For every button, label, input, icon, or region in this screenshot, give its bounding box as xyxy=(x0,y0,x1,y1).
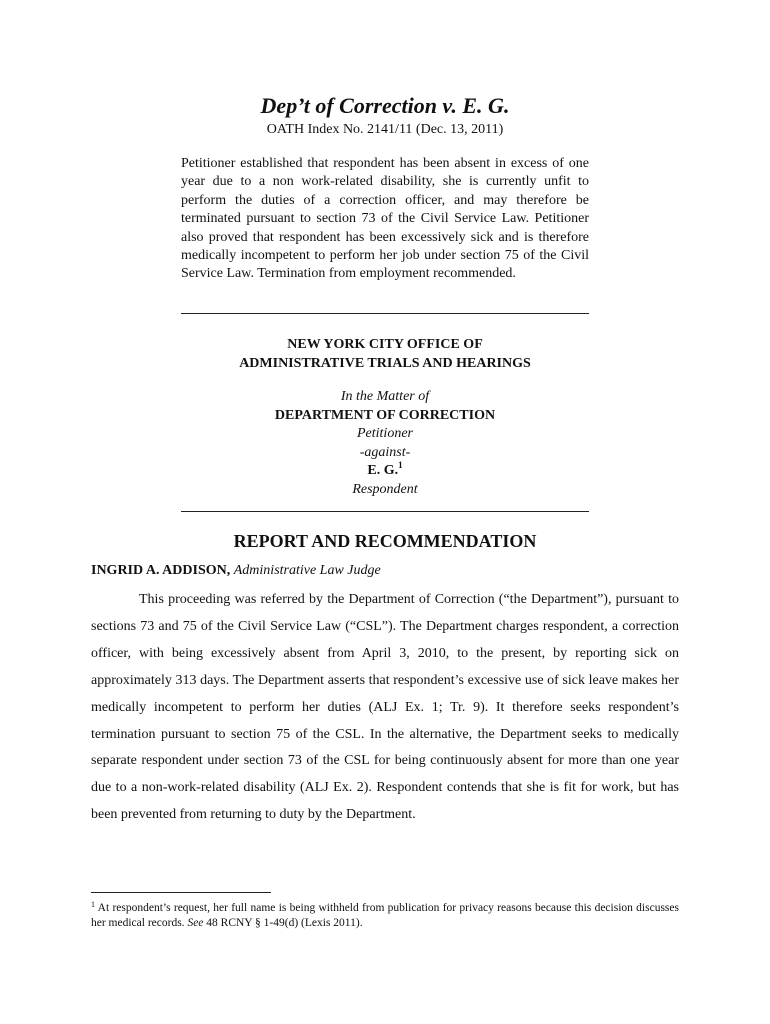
footnote-see: See xyxy=(187,917,204,929)
footnote-reference[interactable]: 1 xyxy=(398,460,403,470)
case-title: Dep’t of Correction v. E. G. xyxy=(260,93,510,118)
office-line-1: NEW YORK CITY OFFICE OF xyxy=(287,337,483,352)
case-citation: OATH Index No. 2141/11 (Dec. 13, 2011) xyxy=(266,122,504,137)
judge-name: INGRID A. ADDISON, xyxy=(91,563,231,578)
footnote xyxy=(91,901,679,931)
respondent-line xyxy=(0,462,770,481)
respondent-name: E. G. xyxy=(367,463,399,478)
body-paragraph: This proceeding was referred by the Department of Correction (“the Department”), pursuant to sections 73 and 75 of the Civil Service Law (“CSL”). The Department charges respondent, a correction officer, with being excessively absent from April 3, 2010, to the present, by reporting sick on approximately 313 days. The Department asserts that respondent’s excessive use of sick leave makes her medically incompetent to perform her duties (ALJ Ex. 1; Tr. 9). It therefore seeks respondent’s termination pursuant to section 75 of the CSL. In the alternative, the Department seeks to medically separate respondent under section 73 of the CSL for being continuously absent for more than one year due to a non-work-related disability (ALJ Ex. 2). Respondent contends that she is fit for work, but has been prevented from returning to duty by the Department. xyxy=(91,592,679,823)
report-heading: REPORT AND RECOMMENDATION xyxy=(233,531,537,551)
judge-role: Administrative Law Judge xyxy=(233,563,381,578)
divider-top xyxy=(181,313,589,314)
case-caption xyxy=(0,388,770,499)
footnote-text-before: At respondent’s request, her full name is being withheld from publication for privacy reasons because this decision discusses her medical records. xyxy=(91,902,679,929)
divider-bottom xyxy=(181,511,589,512)
matter-label: In the Matter of xyxy=(340,389,430,404)
office-heading xyxy=(0,335,770,373)
judge-line xyxy=(91,563,381,579)
petitioner-name: DEPARTMENT OF CORRECTION xyxy=(274,407,496,423)
footnote-divider xyxy=(91,892,271,893)
footnote-text-after: 48 RCNY § 1-49(d) (Lexis 2011). xyxy=(203,917,363,929)
against-label: -against- xyxy=(359,444,411,460)
case-summary: Petitioner established that respondent has been absent in excess of one year due to a non work-related disability, she is currently unfit to perform the duties of a correction officer, and may therefore be terminated pursuant to section 73 of the Civil Service Law. Petitioner also proved that respondent has been excessively sick and is therefore medically incompetent to perform her job under section 75 of the Civil Service Law. Termination from employment recommended. xyxy=(181,156,589,282)
petitioner-role: Petitioner xyxy=(357,426,413,441)
respondent-role: Respondent xyxy=(352,481,418,497)
footnote-mark: 1 xyxy=(91,900,95,909)
office-line-2: ADMINISTRATIVE TRIALS AND HEARINGS xyxy=(239,356,531,371)
